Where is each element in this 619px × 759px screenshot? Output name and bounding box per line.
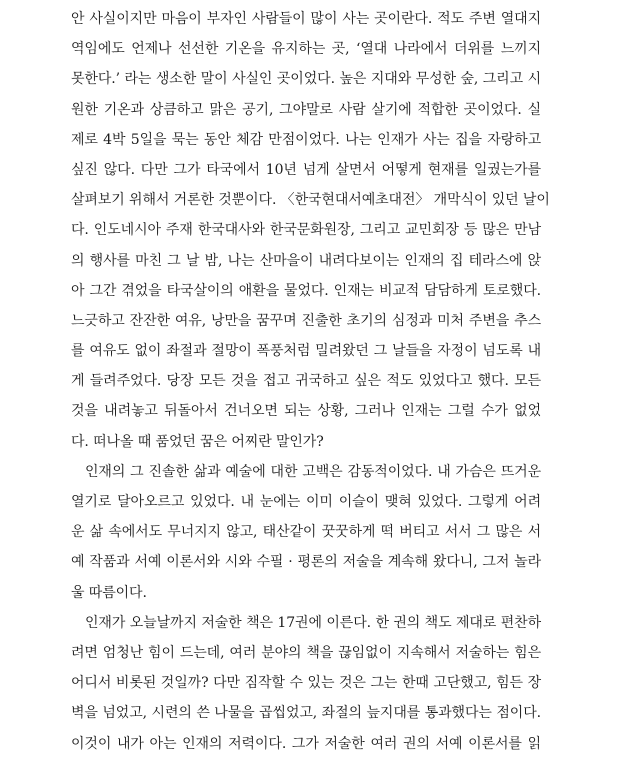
text-line: 안 사실이지만 마음이 부자인 사람들이 많이 사는 곳이란다. 적도 주변 열대지 <box>71 11 541 27</box>
text-line: 벽을 넘었고, 시련의 쓴 나물을 곱씹었고, 좌절의 늪지대를 통과했다는 점이다. <box>71 705 541 722</box>
text-line: 역임에도 언제나 선선한 기온을 유지하는 곳, ‘열대 나라에서 더위를 느끼지 <box>71 41 541 58</box>
text-line: 인재가 오늘날까지 저술한 책은 17권에 이른다. 한 권의 책도 제대로 편찬하 <box>85 614 541 631</box>
document-page <box>71 4 550 759</box>
text-line: 싶진 않다. 다만 그가 타국에서 10년 넘게 살면서 어떻게 현재를 일궜는가를 <box>71 161 541 178</box>
text-line: 의 행사를 마친 그 날 밤, 나는 산마을이 내려다보이는 인재의 집 테라스에 앉 <box>71 252 541 269</box>
text-line: 예 작품과 서예 이론서와 시와 수필 · 평론의 저술을 계속해 왔다니, 그저 놀라 <box>71 554 541 571</box>
text-line: 려면 엄청난 힘이 드는데, 여러 분야의 책을 끊임없이 지속해서 저술하는 힘은 <box>71 644 541 661</box>
paragraph-3 <box>71 608 541 759</box>
text-line: 열기로 달아오르고 있었다. 내 눈에는 이미 이슬이 맺혀 있었다. 그렇게 어려 <box>71 494 541 510</box>
text-line: 운 삶 속에서도 무너지지 않고, 태산같이 꿋꿋하게 떡 버티고 서서 그 많은 서 <box>71 524 541 541</box>
text-line: 살펴보기 위해서 거론한 것뿐이다. 〈한국현대서예초대전〉 개막식이 있던 날이 <box>71 192 550 209</box>
text-line: 이것이 내가 아는 인재의 저력이다. 그가 저술한 여러 권의 서예 이론서를 읽 <box>71 735 541 752</box>
text-line: 못한다.’ 라는 생소한 말이 사실인 곳이었다. 높은 지대와 무성한 숲, 그리고 시 <box>71 71 541 88</box>
text-line: 어디서 비롯된 것일까? 다만 짐작할 수 있는 것은 그는 한때 고단했고, 힘든 장 <box>71 675 541 692</box>
text-line: 게 들려주었다. 당장 모든 것을 접고 귀국하고 싶은 적도 있었다고 했다. 모든 <box>71 373 541 390</box>
text-line: 다. 인도네시아 주재 한국대사와 한국문화원장, 그리고 교민회장 등 많은 만남 <box>71 222 541 239</box>
text-line: 원한 기온과 상큼하고 맑은 공기, 그야말로 사람 살기에 적합한 곳이었다. 실 <box>71 101 541 118</box>
text-line: 것을 내려놓고 뒤돌아서 건너오면 되는 상황, 그러나 인재는 그럴 수가 없었 <box>71 403 541 420</box>
text-line: 울 따름이다. <box>71 584 147 601</box>
text-line: 아 그간 겪었을 타국살이의 애환을 물었다. 인재는 비교적 담담하게 토로했다. <box>71 282 541 299</box>
text-line: 느긋하고 잔잔한 여유, 낭만을 꿈꾸며 진출한 초기의 심정과 미처 주변을 추스 <box>71 312 541 329</box>
text-line: 다. 떠나올 때 품었던 꿈은 어찌란 말인가? <box>71 433 324 450</box>
text-line: 를 여유도 없이 좌절과 절망이 폭풍처럼 밀려왔던 그 날들을 자정이 넘도록 내 <box>71 343 541 360</box>
text-line: 인재의 그 진솔한 삶과 예술에 대한 고백은 감동적이었다. 내 가슴은 뜨거운 <box>85 463 541 480</box>
paragraph-2 <box>71 457 541 608</box>
paragraph-1 <box>71 4 550 457</box>
text-line: 제로 4박 5일을 묵는 동안 체감 만점이었다. 나는 인재가 사는 집을 자랑하고 <box>71 131 541 148</box>
